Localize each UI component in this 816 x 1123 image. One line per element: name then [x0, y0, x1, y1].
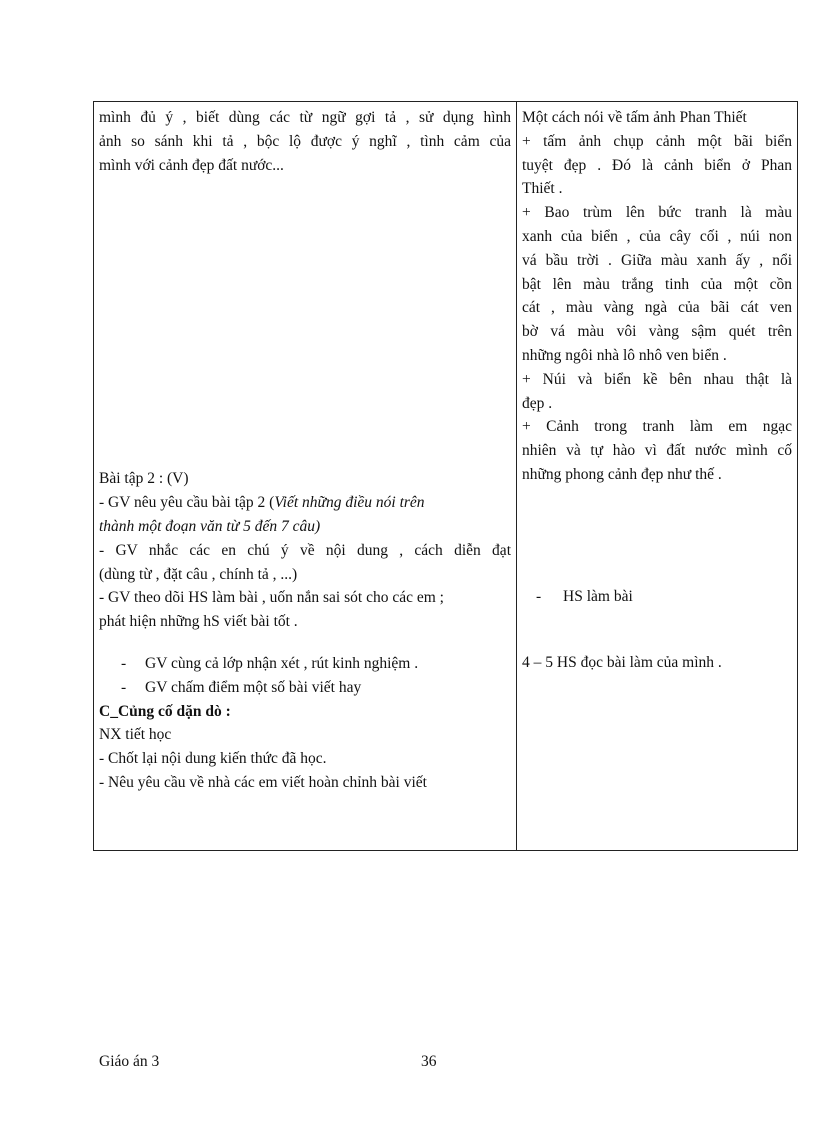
gv-follow-line-1: - GV theo dõi HS làm bài , uốn nắn sai sót cho các em ;: [99, 589, 444, 607]
hs-work-item: [522, 585, 792, 609]
bullet-item-2: [99, 676, 511, 700]
gv-remind-line-1: - GV nhắc các en chú ý về nội dung , cách diễn đạt: [99, 541, 511, 559]
spacer: [522, 487, 792, 585]
right-line-4: Thiết .: [522, 180, 563, 198]
gv-task-italic-2: thành một đoạn văn từ 5 đến 7 câu): [99, 517, 321, 535]
left-column: [99, 106, 511, 795]
right-line-13: đẹp .: [522, 394, 553, 412]
right-line-6: xanh của biển , của cây cối , núi non: [522, 227, 792, 245]
right-line-16: những phong cảnh đẹp như thế .: [522, 465, 722, 483]
bullet-text: GV chấm điểm một số bài viết hay: [145, 678, 362, 696]
right-line-9: cát , màu vàng ngà của bãi cát ven: [522, 299, 792, 317]
bullet-dash: -: [121, 654, 127, 672]
footer-label: Giáo án 3: [99, 1053, 160, 1070]
spacer: [99, 177, 511, 467]
right-line-8: bật lên màu trắng tinh của một cồn: [522, 275, 792, 293]
right-line-11: những ngôi nhà lô nhô ven biển .: [522, 346, 727, 364]
right-line-5: + Bao trùm lên bức tranh là màu: [522, 204, 792, 222]
right-line-7: vá bầu trời . Giữa màu xanh ấy , nổi: [522, 251, 792, 269]
intro-line-1: mình đủ ý , biết dùng các từ ngữ gợi tả , sử dụng hình: [99, 109, 511, 126]
hs-work-text: HS làm bài: [563, 587, 633, 605]
right-line-3: tuyệt đẹp . Đó là cảnh biển ở Phan: [522, 156, 792, 174]
gv-remind-line-2: (dùng từ , đặt câu , chính tả , ...): [99, 565, 298, 583]
hs-read-line: 4 – 5 HS đọc bài làm của mình .: [522, 653, 722, 671]
intro-line-2: ảnh so sánh khi tả , bộc lộ được ý nghĩ , tình cảm của: [99, 132, 511, 150]
summary-line: - Chốt lại nội dung kiến thức đã học.: [99, 750, 327, 768]
page-number: 36: [421, 1053, 437, 1070]
nx-line: NX tiết học: [99, 726, 172, 744]
gv-task-italic-1: Viết những điều nói trên: [274, 494, 425, 512]
bullet-item-1: [99, 652, 511, 676]
lesson-table: [93, 101, 798, 851]
spacer: [522, 609, 792, 651]
intro-line-3: mình với cảnh đẹp đất nước...: [99, 156, 284, 174]
section-heading: C_Củng cố dặn dò :: [99, 702, 231, 720]
gv-task-prefix: - GV nêu yêu cầu bài tập 2 (: [99, 494, 275, 512]
column-divider: [516, 102, 517, 850]
right-line-14: + Cảnh trong tranh làm em ngạc: [522, 418, 792, 436]
gv-follow-line-2: phát hiện những hS viết bài tốt .: [99, 613, 298, 631]
right-line-1: Một cách nói về tấm ảnh Phan Thiết: [522, 109, 747, 126]
right-line-12: + Núi và biển kề bên nhau thật là: [522, 370, 792, 388]
homework-line: - Nêu yêu cầu về nhà các em viết hoàn chỉnh bài viết: [99, 773, 427, 791]
right-line-2: + tấm ảnh chụp cảnh một bãi biển: [522, 132, 792, 150]
hs-dash: -: [536, 587, 542, 605]
bullet-dash: -: [121, 678, 127, 696]
right-line-10: bờ vá màu vôi vàng sậm quét trên: [522, 323, 792, 341]
gv-task-line-1: [99, 491, 511, 515]
right-line-15: nhiên và tự hào vì đất nước mình cố: [522, 442, 792, 460]
spacer: [99, 634, 511, 652]
exercise-title: Bài tập 2 : (V): [99, 470, 189, 488]
right-column: [522, 106, 792, 674]
bullet-text: GV cùng cả lớp nhận xét , rút kinh nghiệm .: [145, 654, 419, 672]
